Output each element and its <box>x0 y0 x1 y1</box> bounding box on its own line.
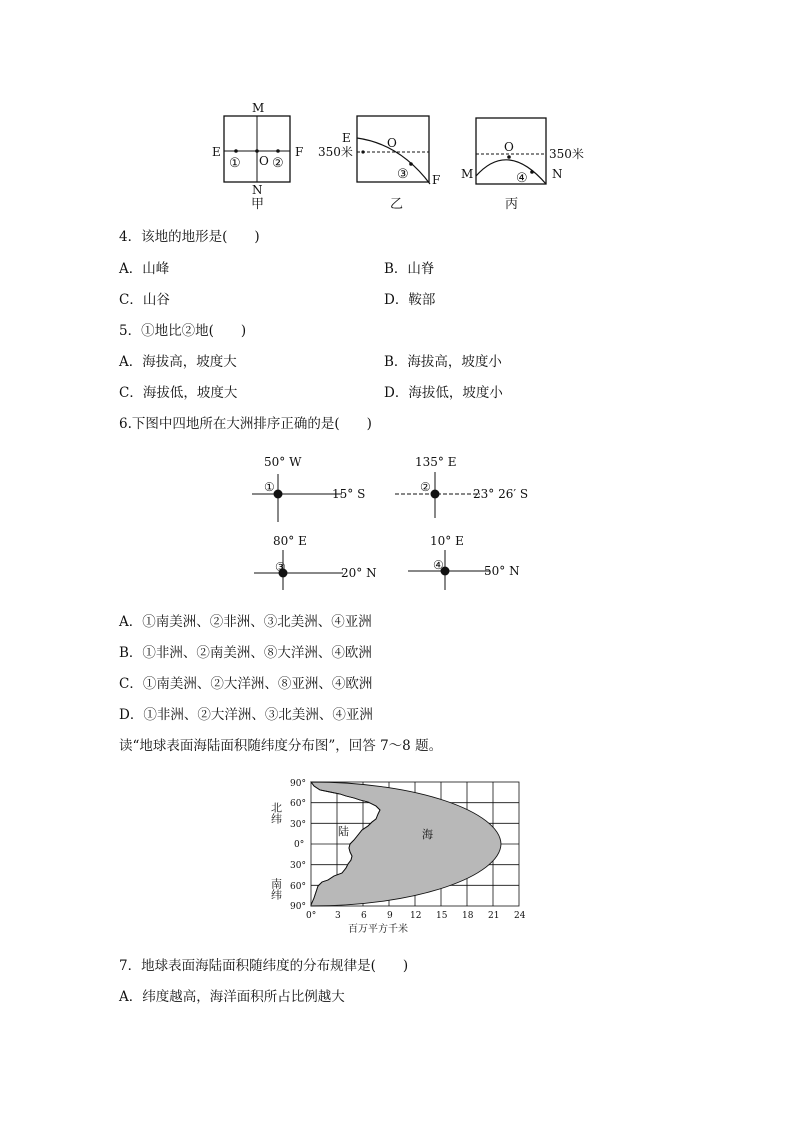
p4-lon: 10° E <box>430 534 464 548</box>
yi-point-3: ③ <box>397 167 409 182</box>
q7-option-a[interactable]: A．纬度越高，海洋面积所占比例越大 <box>119 989 345 1005</box>
coord-point-2 <box>395 455 528 518</box>
svg-text:18: 18 <box>462 911 474 921</box>
q5-stem: 5．①地比②地( ) <box>119 323 247 339</box>
q6-option-b[interactable]: B．①非洲、②南美洲、⑧大洋洲、④欧洲 <box>119 645 372 661</box>
svg-text:3: 3 <box>335 911 341 921</box>
q4-option-b[interactable]: B．山脊 <box>384 261 435 277</box>
figure-yi <box>318 116 440 212</box>
yi-f-label: F <box>432 173 441 187</box>
y-tick-labels <box>290 779 306 912</box>
jia-point-2: ② <box>272 156 284 171</box>
yi-o-label: O <box>387 136 397 150</box>
q5-option-a[interactable]: A．海拔高，坡度大 <box>119 354 237 370</box>
yi-elev-label: 350米 <box>318 145 353 159</box>
svg-text:30°: 30° <box>290 820 306 830</box>
svg-text:90°: 90° <box>290 902 306 912</box>
p4-num: ④ <box>433 558 444 572</box>
q6-stem: 6.下图中四地所在大洲排序正确的是( ) <box>119 416 372 432</box>
bing-caption: 丙 <box>505 197 519 212</box>
figure-bing <box>461 118 584 212</box>
svg-text:15: 15 <box>436 911 448 921</box>
q7-stem: 7．地球表面海陆面积随纬度的分布规律是( ) <box>119 958 409 974</box>
terrain-figures <box>200 98 600 216</box>
land-label: 陆 <box>338 825 349 838</box>
bing-m-label: M <box>461 167 474 181</box>
yi-caption: 乙 <box>390 197 404 212</box>
svg-text:9: 9 <box>387 911 393 921</box>
jia-f-label: F <box>295 145 304 159</box>
jia-e-label: E <box>212 145 221 159</box>
svg-text:60°: 60° <box>290 882 306 892</box>
svg-text:0°: 0° <box>294 840 305 850</box>
coord-point-3 <box>254 534 377 590</box>
q6-option-c[interactable]: C．①南美洲、②大洋洲、⑧亚洲、④欧洲 <box>119 676 373 692</box>
q4-option-c[interactable]: C．山谷 <box>119 292 170 308</box>
sea-label: 海 <box>422 828 433 841</box>
svg-text:30°: 30° <box>290 861 306 871</box>
q4-option-a[interactable]: A．山峰 <box>119 261 170 277</box>
p1-num: ① <box>264 480 275 494</box>
p1-lat: 15° S <box>332 487 366 501</box>
bing-point-4: ④ <box>516 171 528 186</box>
p1-lon: 50° W <box>264 455 302 469</box>
p2-num: ② <box>420 480 431 494</box>
coord-point-1 <box>252 455 365 522</box>
reading-prompt: 读“地球表面海陆面积随纬度分布图”，回答 7～8 题。 <box>119 738 443 754</box>
p4-lat: 50° N <box>484 564 520 578</box>
q4-stem: 4．该地的地形是( ) <box>119 229 260 245</box>
x-axis-unit: 百万平方千米 <box>348 924 408 935</box>
bing-elev-label: 350米 <box>549 147 584 161</box>
north-latitude-label: 北纬 <box>269 802 283 824</box>
q5-option-c[interactable]: C．海拔低，坡度大 <box>119 385 238 401</box>
jia-o-label: O <box>259 154 269 168</box>
x-tick-labels <box>306 911 526 921</box>
svg-text:60°: 60° <box>290 799 306 809</box>
q5-option-d[interactable]: D．海拔低，坡度小 <box>384 385 503 401</box>
figure-jia <box>212 101 303 212</box>
svg-text:0°: 0° <box>306 911 317 921</box>
coord-point-4 <box>408 534 520 590</box>
q4-option-d[interactable]: D．鞍部 <box>384 292 436 308</box>
q5-option-b[interactable]: B．海拔高，坡度小 <box>384 354 502 370</box>
jia-caption: 甲 <box>251 197 265 212</box>
svg-text:12: 12 <box>410 911 422 921</box>
bing-n-label: N <box>552 167 563 181</box>
svg-text:90°: 90° <box>290 779 306 789</box>
q6-option-d[interactable]: D．①非洲、②大洋洲、③北美洲、④亚洲 <box>119 707 373 723</box>
yi-e-label: E <box>342 131 351 145</box>
jia-n-label: N <box>252 183 263 197</box>
bing-o-label: O <box>504 140 514 154</box>
coordinate-figures <box>240 450 550 590</box>
q6-option-a[interactable]: A．①南美洲、②非洲、③北美洲、④亚洲 <box>119 614 372 630</box>
p2-lat: 23° 26′ S <box>473 487 529 501</box>
svg-text:6: 6 <box>361 911 367 921</box>
land-sea-chart <box>268 772 528 942</box>
south-latitude-label: 南纬 <box>269 878 283 900</box>
p3-lon: 80° E <box>273 534 307 548</box>
p3-num: ③ <box>275 560 286 574</box>
svg-text:24: 24 <box>514 911 526 921</box>
p2-lon: 135° E <box>415 455 457 469</box>
jia-point-1: ① <box>229 156 241 171</box>
svg-text:21: 21 <box>488 911 500 921</box>
p3-lat: 20° N <box>341 566 377 580</box>
jia-m-label: M <box>252 101 265 115</box>
